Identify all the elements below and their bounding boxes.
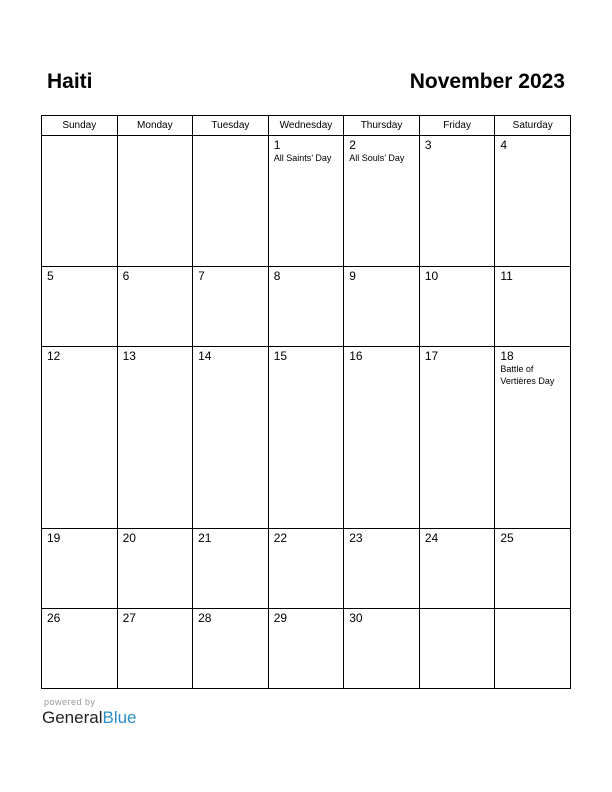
day-cell	[344, 266, 420, 346]
day-number: 22	[273, 530, 288, 545]
day-cell	[42, 266, 118, 346]
day-number: 13	[122, 349, 136, 364]
powered-by-label: powered by	[44, 697, 96, 707]
day-number: 21	[198, 530, 212, 545]
day-number: 18	[500, 349, 514, 364]
day-cell	[495, 347, 571, 529]
day-number: 20	[122, 530, 136, 545]
brand-name-general: General	[42, 708, 103, 727]
day-number: 12	[47, 349, 61, 364]
holiday-label: Battle of Vertières Day	[500, 364, 555, 387]
day-cell	[344, 608, 420, 688]
day-cell	[117, 136, 193, 267]
brand-name-blue: Blue	[102, 708, 137, 727]
day-cell	[42, 136, 118, 267]
day-cell	[344, 528, 420, 608]
weekday-header: Sunday	[42, 116, 118, 136]
calendar-grid	[41, 115, 571, 689]
day-cell	[419, 347, 495, 529]
day-cell	[344, 347, 420, 529]
country-title: Haiti	[47, 70, 93, 93]
day-number: 1	[273, 138, 281, 152]
day-number: 10	[424, 268, 439, 283]
day-cell	[193, 266, 269, 346]
day-cell	[117, 608, 193, 688]
day-cell	[117, 528, 193, 608]
day-cell	[419, 266, 495, 346]
weekday-header: Saturday	[495, 116, 571, 136]
day-cell	[268, 266, 344, 346]
day-cell	[193, 608, 269, 688]
week-row	[42, 136, 571, 267]
weekday-header: Wednesday	[268, 116, 344, 136]
week-row	[42, 266, 571, 346]
day-number: 11	[500, 268, 513, 283]
weekday-header: Tuesday	[193, 116, 269, 136]
week-row	[42, 608, 571, 688]
weekday-header: Thursday	[344, 116, 420, 136]
weekday-header: Friday	[419, 116, 495, 136]
day-number: 8	[273, 268, 281, 283]
day-cell	[495, 136, 571, 267]
day-cell	[419, 528, 495, 608]
day-number: 19	[47, 530, 61, 545]
day-cell	[268, 347, 344, 529]
day-number: 9	[349, 268, 356, 283]
day-cell	[268, 608, 344, 688]
day-number: 6	[122, 268, 130, 283]
day-number: 15	[273, 349, 288, 364]
day-cell	[193, 136, 269, 267]
day-cell	[344, 136, 420, 267]
day-number: 2	[349, 138, 356, 152]
day-cell	[495, 608, 571, 688]
brand-logo	[42, 708, 137, 728]
day-number: 14	[198, 349, 212, 364]
day-cell	[117, 266, 193, 346]
day-cell	[42, 347, 118, 529]
month-year-title: November 2023	[409, 70, 565, 93]
day-number: 27	[122, 610, 136, 625]
day-number: 25	[500, 530, 514, 545]
holiday-label: All Souls’ Day	[349, 153, 405, 163]
day-number: 5	[47, 268, 54, 283]
day-cell	[495, 266, 571, 346]
day-number: 29	[273, 610, 288, 625]
weekday-header: Monday	[117, 116, 193, 136]
day-number: 7	[198, 268, 205, 283]
day-number: 26	[47, 610, 61, 625]
weekday-header-row	[42, 116, 571, 136]
day-number: 24	[424, 530, 439, 545]
day-cell	[419, 608, 495, 688]
day-cell	[419, 136, 495, 267]
day-cell	[268, 136, 344, 267]
day-cell	[193, 528, 269, 608]
calendar-body	[42, 136, 571, 689]
week-row	[42, 528, 571, 608]
day-cell	[193, 347, 269, 529]
day-number: 23	[349, 530, 363, 545]
day-number: 30	[349, 610, 363, 625]
holiday-label: All Saints’ Day	[273, 153, 332, 163]
day-cell	[117, 347, 193, 529]
day-number: 28	[198, 610, 212, 625]
day-number: 16	[349, 349, 363, 364]
day-number: 4	[500, 138, 508, 152]
day-cell	[495, 528, 571, 608]
day-cell	[268, 528, 344, 608]
day-number: 17	[424, 349, 439, 364]
day-number: 3	[424, 138, 432, 152]
day-cell	[42, 608, 118, 688]
day-cell	[42, 528, 118, 608]
week-row	[42, 347, 571, 529]
